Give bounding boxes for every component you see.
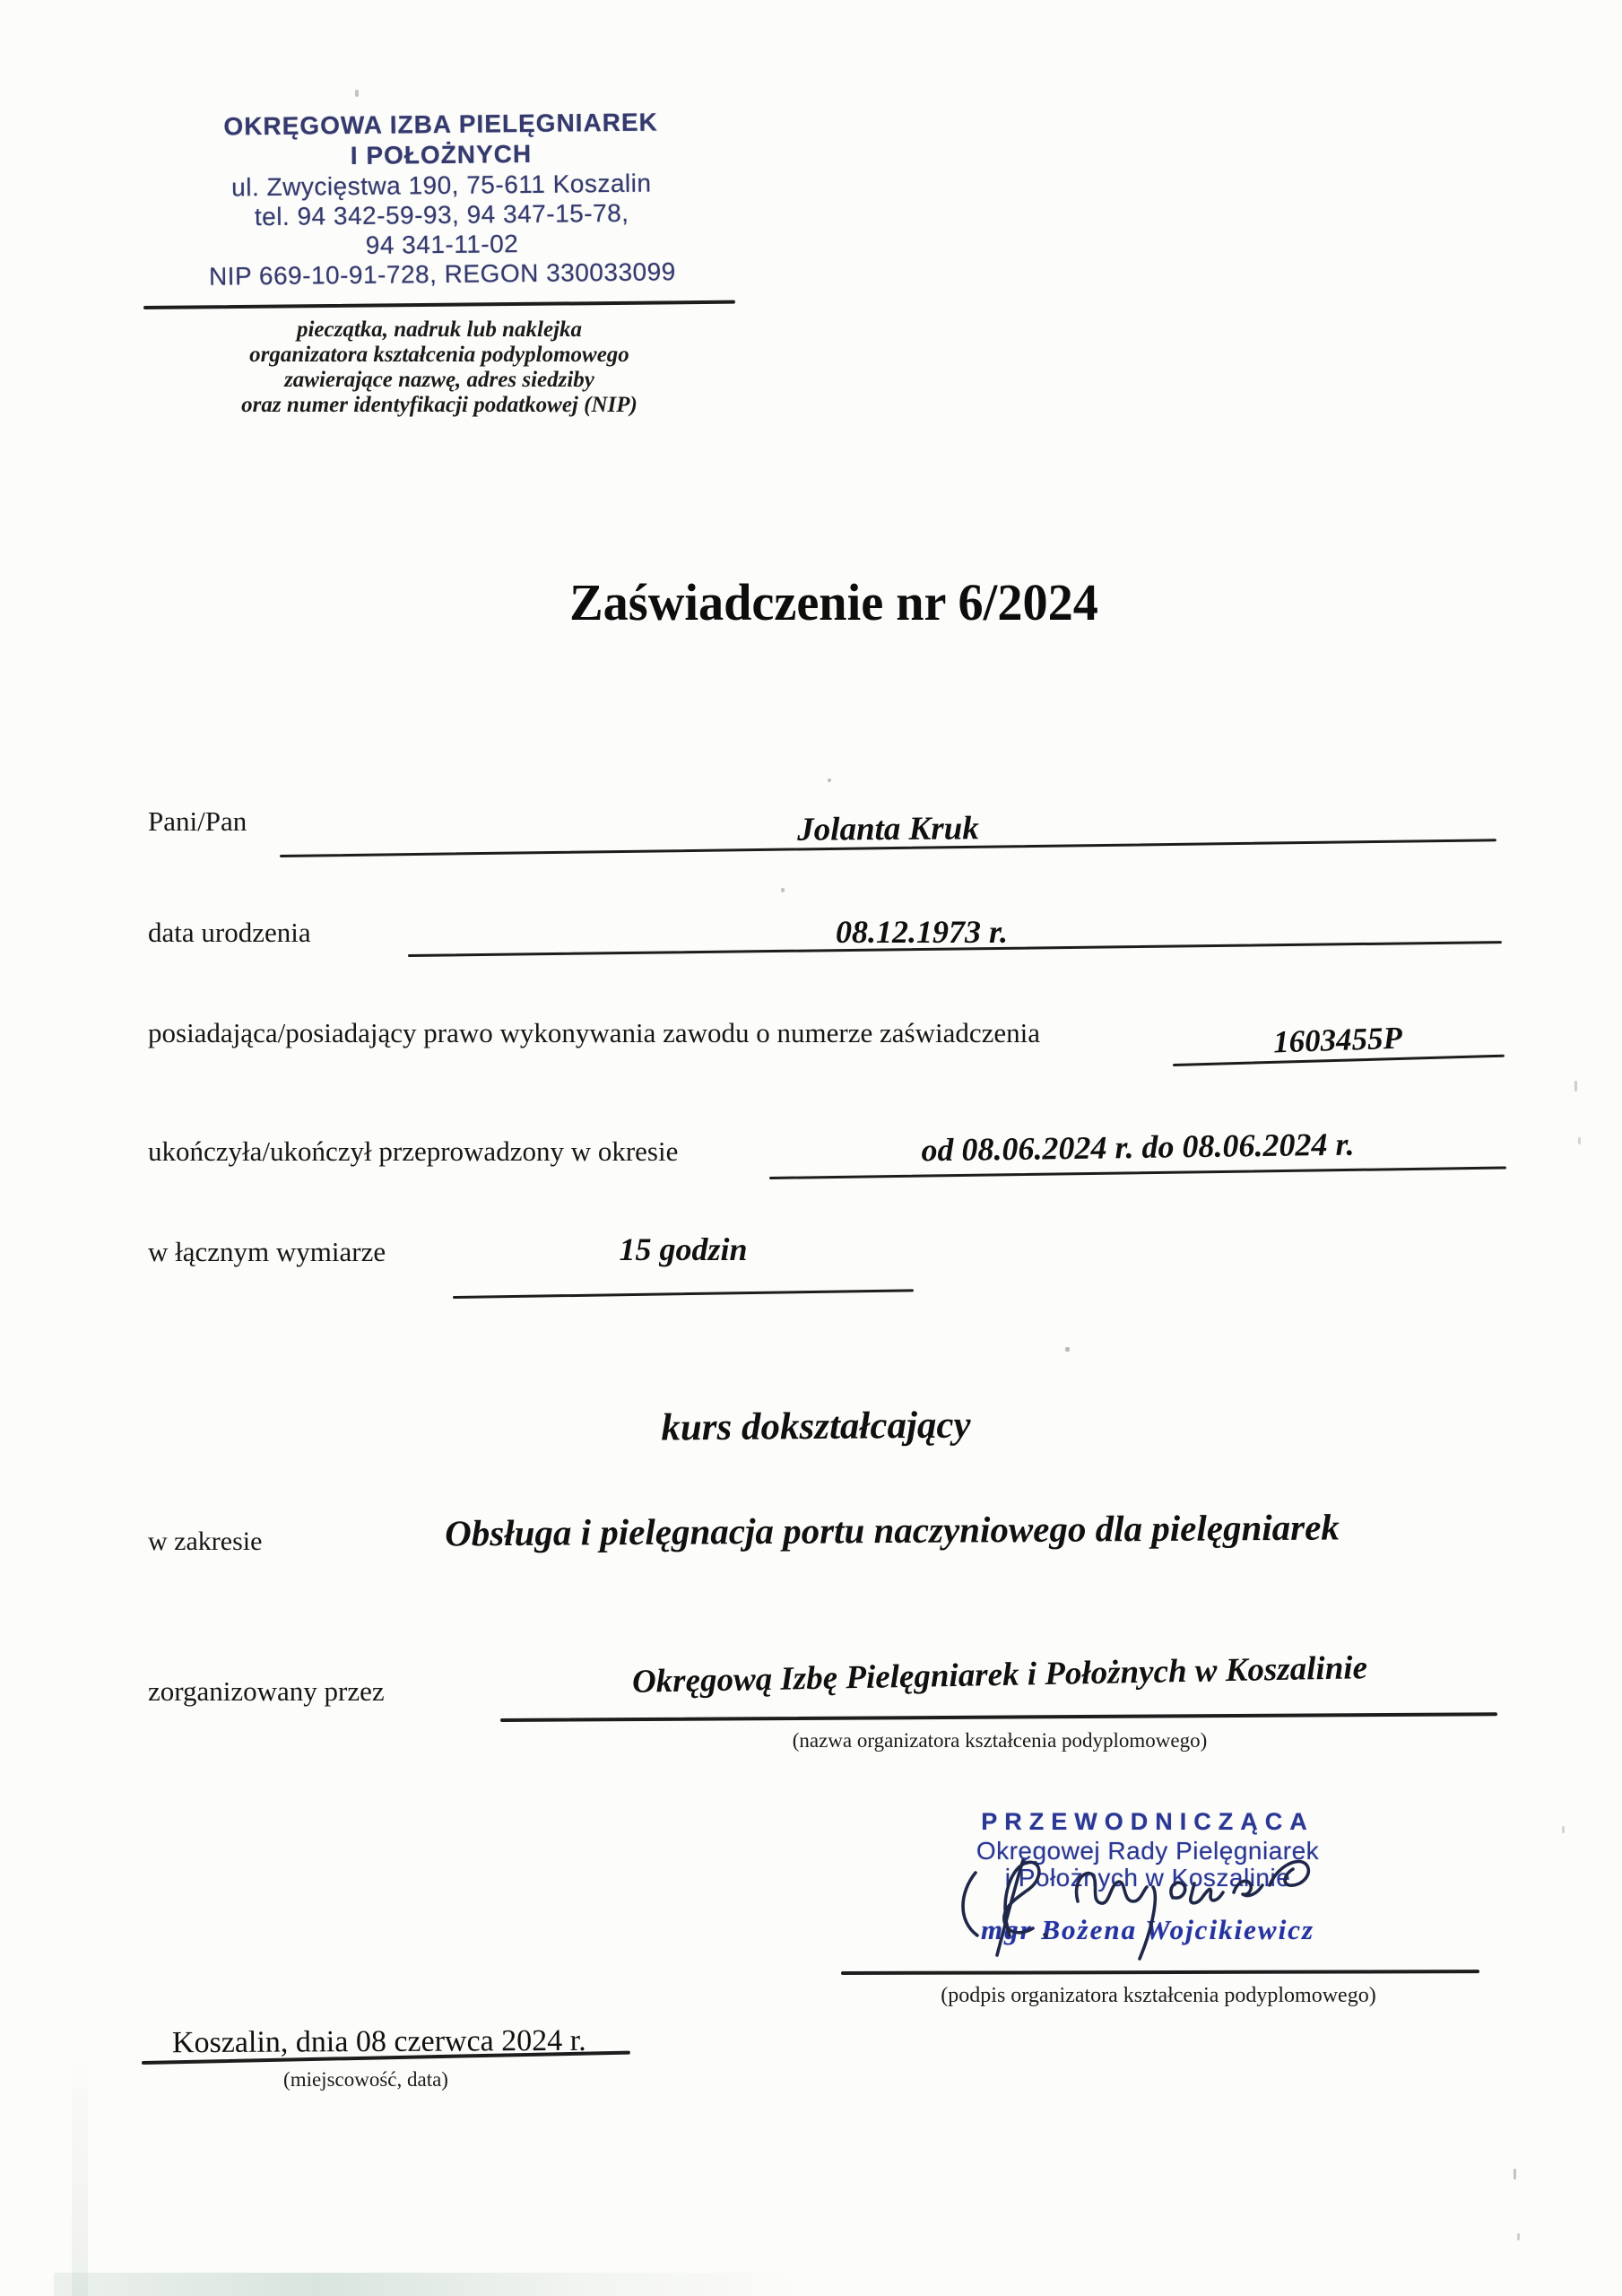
stamp-org-name-line1: OKRĘGOWA IZBA PIELĘGNIAREK [223,108,658,141]
stamp-org-name-line2: I POŁOŻNYCH [350,139,533,170]
license-value: 1603455P [1272,1020,1403,1060]
stamp-address: ul. Zwycięstwa 190, 75-611 Koszalin [231,169,652,202]
organizer-label: zorganizowany przez [148,1675,385,1707]
place-date: Koszalin, dnia 08 czerwca 2024 r. [171,2023,586,2060]
scope-label: w zakresie [148,1526,263,1556]
duration-value: 15 godzin [619,1231,748,1267]
organizer-stamp [183,107,700,291]
scan-speck [1562,1826,1565,1833]
signature-org-line2: i Położnych w Koszalinie [1004,1864,1291,1892]
license-label: posiadająca/posiadający prawo wykonywania zawodu o numerze zaświadczenia [148,1017,1041,1048]
signature-handwriting [952,1844,1347,1964]
duration-label: w łącznym wymiarze [148,1236,386,1267]
scan-speck [781,888,785,892]
scan-speck [1065,1347,1070,1352]
birth-date-value: 08.12.1973 r. [835,914,1009,950]
stamp-underline [143,300,735,309]
stamp-caption [157,317,722,418]
signature-underline [841,1970,1479,1975]
organizer-value: Okręgową Izbę Pielęgniarek i Położnych w Koszalinie [631,1649,1368,1700]
signature-caption: (podpis organizatora kształcenia podyplomowego) [941,1984,1376,2007]
scan-bottom-tint [54,2273,807,2296]
duration-underline [453,1289,914,1299]
scan-speck [355,90,359,97]
scan-speck [828,778,831,782]
scan-speck [1574,1081,1577,1091]
period-value: od 08.06.2024 r. do 08.06.2024 r. [921,1126,1355,1169]
scope-value: Obsługa i pielęgnacja portu naczyniowego dla pielęgniarek [445,1506,1340,1554]
name-label: Pani/Pan [148,805,247,837]
stamp-tax-ids: NIP 669-10-91-728, REGON 330033099 [208,257,676,291]
scan-edge-tint [72,2045,88,2296]
name-value: Jolanta Kruk [797,810,979,848]
scan-speck [1514,2169,1516,2179]
signature-role: PRZEWODNICZĄCA [981,1808,1314,1835]
certificate-title: Zaświadczenie nr 6/2024 [569,573,1098,631]
stamp-caption-line2: organizatora kształcenia podyplomowego [249,343,629,367]
signature-org-line1: Okręgowej Rady Pielęgniarek [976,1837,1320,1865]
organizer-caption: (nazwa organizatora kształcenia podyplomowego) [792,1729,1208,1752]
course-type: kurs dokształcający [661,1404,971,1449]
birth-date-label: data urodzenia [148,917,311,948]
organizer-underline [500,1712,1497,1722]
stamp-phone-line1: tel. 94 342-59-93, 94 347-15-78, [254,198,629,231]
stamp-phone-line2: 94 341-11-02 [365,230,519,259]
signer-name: mgr Bożena Wojcikiewicz [980,1914,1315,1945]
scan-speck [1578,1137,1581,1144]
stamp-caption-line3: zawierające nazwę, adres siedziby [284,368,594,392]
scan-speck [1517,2233,1520,2240]
period-label: ukończyła/ukończył przeprowadzony w okresie [148,1135,679,1167]
stamp-caption-line4: oraz numer identyfikacji podatkowej (NIP) [241,393,638,417]
stamp-caption-line1: pieczątka, nadruk lub naklejka [296,317,583,342]
place-date-caption: (miejscowość, data) [283,2068,448,2091]
